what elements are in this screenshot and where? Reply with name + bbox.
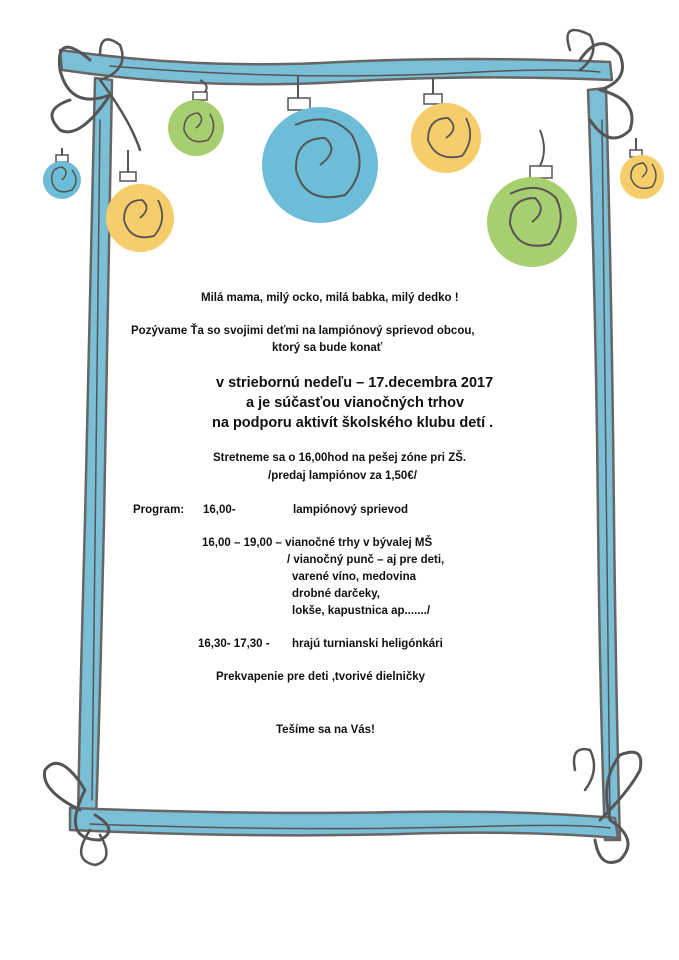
- ornament-small-blue-left: [43, 148, 81, 199]
- ornament-yellow-right: [411, 78, 481, 173]
- date-line-3: na podporu aktivít školského klubu detí .: [212, 415, 494, 431]
- program-item-2-line-1: 16,00 – 19,00 – vianočné trhy v bývalej MŠ: [202, 537, 433, 549]
- closing-text: Tešíme sa na Vás!: [276, 724, 375, 736]
- program-item-3-text: hrajú turnianski heligónkári: [292, 638, 443, 650]
- meeting-line-1: Stretneme sa o 16,00hod na pešej zóne pri ZŠ.: [213, 452, 467, 464]
- frame-top-band: [60, 50, 612, 84]
- invite-line-1: Pozývame Ťa so svojimi deťmi na lampiónový sprievod obcou,: [131, 325, 475, 337]
- meeting-line-2: /predaj lampiónov za 1,50€/: [268, 470, 417, 482]
- ornament-large-green-right: [487, 130, 577, 267]
- invite-line-2: ktorý sa bude konať: [272, 342, 383, 354]
- frame-bottom-band: [70, 808, 618, 838]
- program-item-2-line-2: / vianočný punč – aj pre deti,: [287, 554, 445, 566]
- frame-right-band: [588, 88, 620, 840]
- program-item-3-time: 16,30- 17,30 -: [198, 638, 270, 650]
- surprise-text: Prekvapenie pre deti ,tvorivé dielničky: [216, 671, 426, 683]
- program-item-1-time: 16,00-: [203, 504, 236, 516]
- frame-loop-bottom-left-2: [81, 830, 106, 865]
- ornament-large-blue-center: [262, 75, 378, 223]
- frame-loop-bottom-right-2: [574, 749, 594, 790]
- program-label: Program:: [133, 504, 185, 516]
- ornament-green-left: [168, 80, 224, 156]
- ornament-yellow-left: [106, 150, 174, 252]
- program-item-2-line-4: drobné darčeky,: [292, 588, 380, 600]
- program-item-2-line-5: lokše, kapustnica ap......./: [292, 605, 431, 617]
- program-item-1-text: lampiónový sprievod: [293, 504, 409, 516]
- date-line-2: a je súčasťou vianočných trhov: [246, 395, 465, 411]
- ornament-small-yellow-right: [620, 138, 664, 199]
- date-line-1: v striebornú nedeľu – 17.decembra 2017: [216, 375, 494, 391]
- greeting: Milá mama, milý ocko, milá babka, milý dedko !: [201, 292, 459, 304]
- frame-left-band: [78, 78, 112, 820]
- program-item-2-line-3: varené víno, medovina: [292, 571, 416, 583]
